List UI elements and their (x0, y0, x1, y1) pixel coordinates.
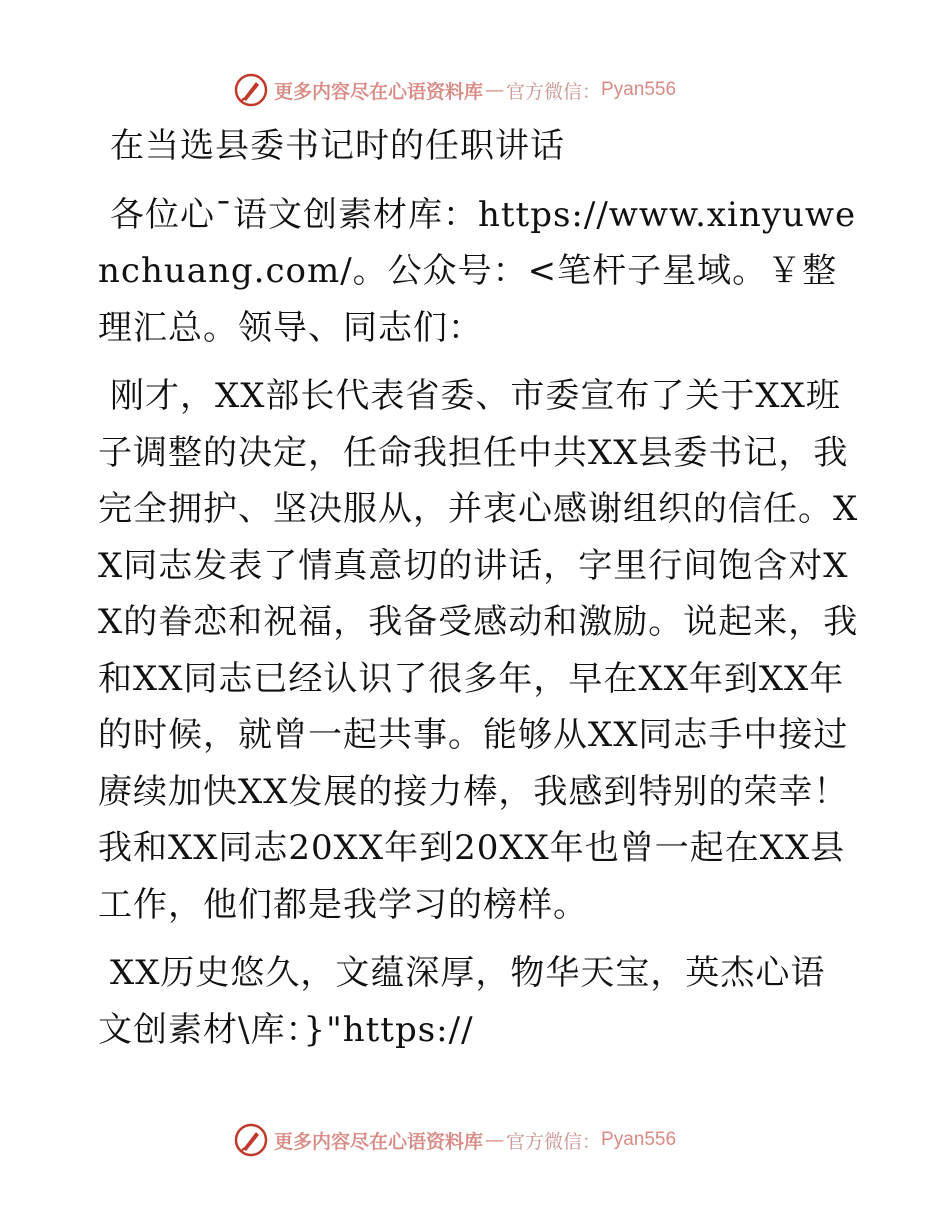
banner-wechat-id: Pyan556 (601, 1129, 677, 1150)
banner-wechat-id: Pyan556 (601, 79, 677, 100)
quill-pen-logo-icon (234, 73, 268, 107)
paragraph-salutation: 各位心¯语文创素材库：https://www.xinyuwenchuang.com/。公众号：<笔杆子星域。￥整理汇总。领导、同志们： (98, 194, 857, 348)
banner-separator: — (485, 79, 505, 101)
document-title: 在当选县委书记时的任职讲话 (110, 126, 565, 166)
banner-wechat-label: 官方微信： (506, 80, 602, 103)
header-watermark-banner (234, 72, 676, 108)
footer-watermark-banner (234, 1122, 676, 1158)
quill-pen-logo-icon (234, 1123, 268, 1157)
paragraph-appointment: 刚才，XX部长代表省委、市委宣布了关于XX班子调整的决定，任命我担任中共XX县委书记，我完全拥护、坚决服从，并衷心感谢组织的信任。XX同志发表了情真意切的讲话，字里行间饱含对XX的眷恋和祝福，我备受感动和激励。说起来，我和XX同志已经认识了很多年，早在XX年到XX年的时候，就曾一起共事。能够从XX同志手中接过赓续加快XX发展的接力棒，我感到特别的荣幸！我和XX同志20XX年到20XX年也曾一起在XX县工作，他们都是我学习的榜样。 (98, 376, 859, 925)
paragraph-history: XX历史悠久，文蕴深厚，物华天宝，英杰心语文创素材\库：}"https:// (98, 953, 826, 1050)
banner-separator: — (485, 1129, 505, 1151)
banner-wechat-label: 官方微信： (506, 1130, 602, 1153)
banner-main-text: 更多内容尽在心语资料库 (274, 80, 484, 103)
banner-main-text: 更多内容尽在心语资料库 (274, 1130, 484, 1153)
document-body (98, 118, 860, 1070)
